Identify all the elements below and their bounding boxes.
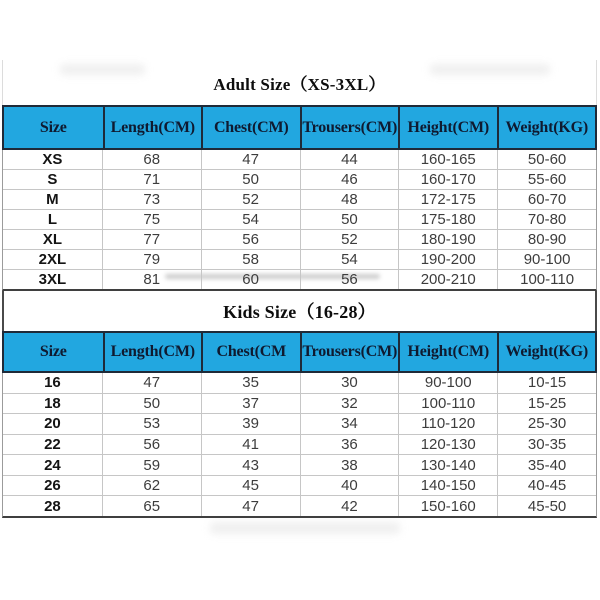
table-cell: 45-50 [497, 496, 596, 516]
size-cell: 16 [44, 374, 61, 392]
table-cell: 43 [201, 455, 300, 475]
table-cell: 25-30 [497, 414, 596, 434]
table-cell: 180-190 [398, 230, 497, 249]
size-cell: L [47, 211, 57, 228]
table-cell: 150-160 [398, 496, 497, 516]
table-row [3, 476, 596, 497]
column-header: Chest(CM) [201, 107, 300, 148]
table-cell: 58 [201, 250, 300, 269]
table-cell: 42 [300, 496, 399, 516]
size-cell: 3XL [38, 271, 67, 288]
table-cell: 46 [300, 170, 399, 189]
column-header: Weight(KG) [497, 107, 596, 148]
column-header: Trousers(CM) [300, 333, 399, 371]
table-row [3, 373, 596, 394]
table-cell: 41 [201, 435, 300, 455]
table-cell: 160-170 [398, 170, 497, 189]
table-row [3, 250, 596, 270]
table-cell: 47 [102, 373, 201, 393]
table-cell: 60-70 [497, 190, 596, 209]
table-cell: 90-100 [398, 373, 497, 393]
table-cell: 53 [102, 414, 201, 434]
table-row [3, 150, 596, 170]
size-cell: 22 [44, 436, 61, 454]
table-cell: 38 [300, 455, 399, 475]
table-row [3, 210, 596, 230]
table-cell: 56 [201, 230, 300, 249]
table-cell: 30 [300, 373, 399, 393]
size-cell: 28 [44, 497, 61, 515]
column-header: Chest(CM [201, 333, 300, 371]
size-cell: XS [42, 151, 63, 168]
size-cell: 20 [44, 415, 61, 433]
table-cell: 52 [300, 230, 399, 249]
table-cell: 37 [201, 394, 300, 414]
column-header: Length(CM) [103, 333, 202, 371]
table-cell: 130-140 [398, 455, 497, 475]
table-cell: 172-175 [398, 190, 497, 209]
watermark-smudge [210, 522, 400, 534]
adult-size-table [2, 150, 597, 291]
table-row [3, 394, 596, 415]
table-cell: 47 [201, 496, 300, 516]
table-row [3, 435, 596, 456]
table-cell: 50 [300, 210, 399, 229]
kids-table-header [2, 331, 597, 373]
table-cell: 68 [102, 150, 201, 169]
size-cell: XL [42, 231, 62, 248]
table-cell: 32 [300, 394, 399, 414]
table-cell: 60 [201, 270, 300, 289]
table-cell: 90-100 [497, 250, 596, 269]
table-cell: 120-130 [398, 435, 497, 455]
table-cell: 200-210 [398, 270, 497, 289]
table-row [3, 455, 596, 476]
table-cell: 77 [102, 230, 201, 249]
size-cell: 24 [44, 456, 61, 474]
adult-size-title: Adult Size（XS-3XL） [213, 75, 386, 94]
size-cell: M [46, 191, 59, 208]
table-cell: 175-180 [398, 210, 497, 229]
table-row [3, 190, 596, 210]
table-cell: 79 [102, 250, 201, 269]
table-cell: 55-60 [497, 170, 596, 189]
column-header: Trousers(CM) [300, 107, 399, 148]
table-cell: 54 [300, 250, 399, 269]
table-cell: 40 [300, 476, 399, 496]
table-cell: 75 [102, 210, 201, 229]
table-cell: 80-90 [497, 230, 596, 249]
table-cell: 48 [300, 190, 399, 209]
table-cell: 44 [300, 150, 399, 169]
size-cell: 2XL [38, 251, 67, 268]
table-cell: 36 [300, 435, 399, 455]
table-cell: 65 [102, 496, 201, 516]
table-cell: 45 [201, 476, 300, 496]
table-row [3, 170, 596, 190]
table-cell: 71 [102, 170, 201, 189]
size-cell: S [47, 171, 58, 188]
table-cell: 110-120 [398, 414, 497, 434]
table-cell: 100-110 [398, 394, 497, 414]
table-cell: 140-150 [398, 476, 497, 496]
adult-title-band [2, 60, 597, 105]
table-row [3, 230, 596, 250]
table-cell: 56 [102, 435, 201, 455]
table-cell: 35 [201, 373, 300, 393]
size-cell: 18 [44, 394, 61, 412]
column-header: Size [39, 118, 67, 136]
table-cell: 59 [102, 455, 201, 475]
table-cell: 81 [102, 270, 201, 289]
table-cell: 62 [102, 476, 201, 496]
table-cell: 35-40 [497, 455, 596, 475]
table-cell: 73 [102, 190, 201, 209]
table-cell: 15-25 [497, 394, 596, 414]
table-cell: 10-15 [497, 373, 596, 393]
table-cell: 39 [201, 414, 300, 434]
table-cell: 30-35 [497, 435, 596, 455]
table-row [3, 414, 596, 435]
table-cell: 34 [300, 414, 399, 434]
table-cell: 190-200 [398, 250, 497, 269]
kids-size-title: Kids Size（16-28） [223, 302, 376, 322]
kids-title-band [2, 291, 597, 331]
table-cell: 50 [102, 394, 201, 414]
adult-table-header [2, 105, 597, 150]
table-cell: 47 [201, 150, 300, 169]
kids-size-table [2, 373, 597, 518]
table-cell: 160-165 [398, 150, 497, 169]
table-cell: 52 [201, 190, 300, 209]
table-cell: 56 [300, 270, 399, 289]
table-cell: 100-110 [497, 270, 596, 289]
size-cell: 26 [44, 477, 61, 495]
column-header: Length(CM) [103, 107, 202, 148]
table-row [3, 270, 596, 289]
table-cell: 40-45 [497, 476, 596, 496]
column-header: Size [39, 343, 67, 360]
table-cell: 70-80 [497, 210, 596, 229]
column-header: Weight(KG) [497, 333, 596, 371]
column-header: Height(CM) [398, 107, 497, 148]
table-cell: 54 [201, 210, 300, 229]
table-cell: 50-60 [497, 150, 596, 169]
table-row [3, 496, 596, 516]
table-cell: 50 [201, 170, 300, 189]
column-header: Height(CM) [398, 333, 497, 371]
